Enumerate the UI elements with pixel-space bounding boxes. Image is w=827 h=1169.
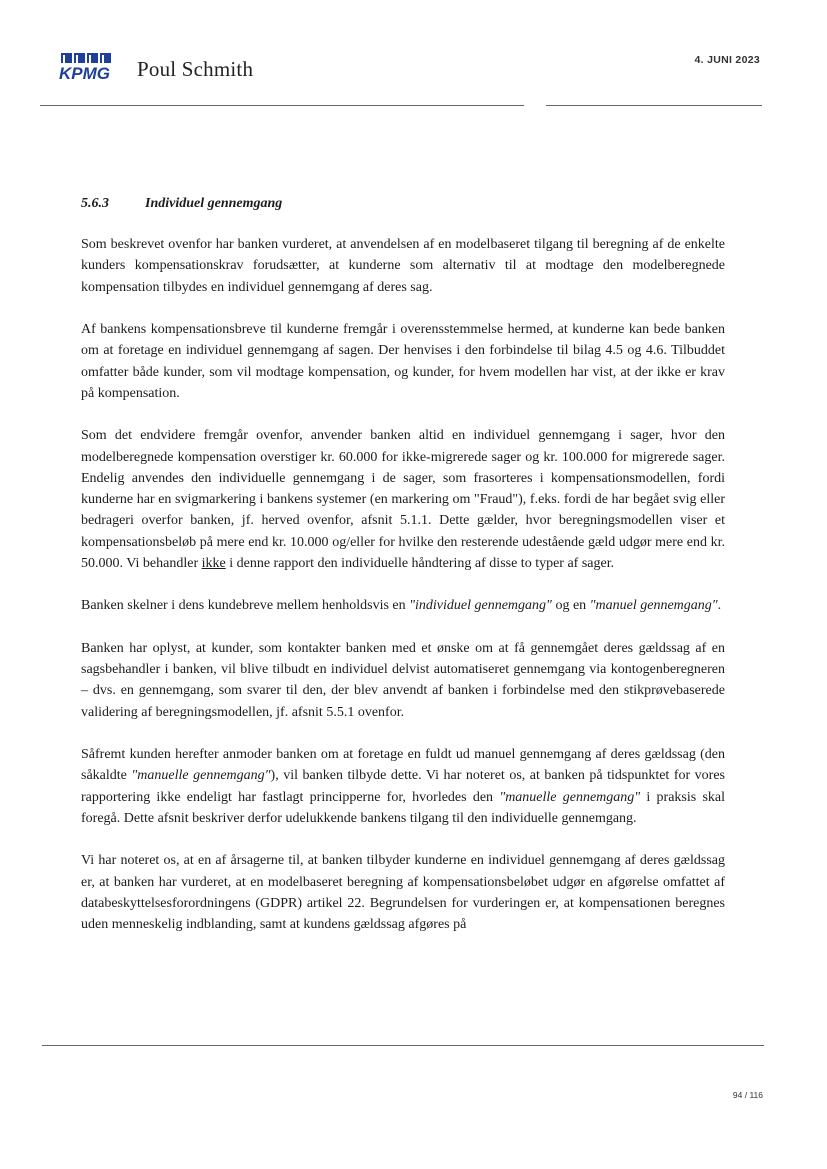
section-heading [81,196,282,212]
term-manuelle-gennemgang: "manuelle gennemgang" [131,768,271,784]
section-number: 5.6.3 [81,196,109,211]
header-rule-left [40,105,524,106]
paragraph-6 [81,744,725,829]
term-manuelle-gennemgang-2: "manuelle gennemgang" [499,789,641,805]
report-date: 4. JUNI 2023 [694,54,760,66]
paragraph-4-text-a: Banken skelner i dens kundebreve mellem henholdsvis en [81,598,406,614]
term-manuel-gennemgang: "manuel gennemgang" [589,598,718,614]
paragraph-3 [81,425,725,574]
paragraph-5: Banken har oplyst, at kunder, som kontakter banken med et ønske om at få gennemgået deres gældssag af en sagsbehandler i banken, vil blive tilbudt en individuel delvist automatiseret gennemgang via kontogenberegneren – dvs. en gennemgang, som svarer til den, der blev anvendt af banken i forbindelse med den stikprøvebaserede validering af beregningsmodellen, jf. afsnit 5.5.1 ovenfor. [81,640,725,720]
kpmg-logo [58,52,120,82]
paragraph-4 [81,595,725,616]
paragraph-4-text-b: og en [555,598,587,614]
paragraph-3-text-b: i denne rapport den individuelle håndtering af disse to typer af sager. [229,555,615,571]
firm-name: Poul Schmith [137,57,254,81]
page-number: 94 / 116 [732,1090,763,1100]
section-title: Individuel gennemgang [145,196,283,211]
header-rule-right [546,105,762,106]
paragraph-7: Vi har noteret os, at en af årsagerne til, at banken tilbyder kunderne en individuel gennemgang af deres gældssag er, at banken har vurderet, at en modelbaseret beregning af kompensationsbeløbet udgør en afgørelse omfattet af databeskyttelsesforordningens (GDPR) artikel 22. Begrundelsen for vurderingen er, at kompensationen beregnes uden menneskelig indblanding, samt at kundens gældssag afgøres på [81,853,725,932]
paragraph-2: Af bankens kompensationsbreve til kunderne fremgår i overensstemmelse hermed, at kunderne kan bede banken om at foretage en individuel gennemgang af sagen. Der henvises i den forbindelse til bilag 4.5 og 4.6. Tilbuddet omfatter både kunder, som vil modtage kompensation, og kunder, for hvem modellen har vist, at der ikke er krav på kompensation. [81,322,725,401]
body-text [81,234,725,935]
underlined-word: ikke [201,555,226,571]
paragraph-1: Som beskrevet ovenfor har banken vurderet, at anvendelsen af en modelbaseret tilgang til beregning af de enkelte kunders kompensationskrav forudsætter, at kunderne som alternativ til at modtage den modelberegnede kompensation tilbydes en individuel gennemgang af deres sag. [81,237,725,295]
paragraph-3-text-a: Som det endvidere fremgår ovenfor, anvender banken altid en individuel gennemgang i sager, hvor den modelberegnede kompensation overstiger kr. 60.000 for ikke-migrerede sager og kr. 100.000 for migrerede sager. Endelig anvendes den individuelle gennemgang i de sager, som frasorteres i kompensationsmodellen, fordi kunderne har en svigmarkering i bankens systemer (en markering om "Fraud"), f.eks. fordi de har begået svig eller bedrageri overfor banken, jf. herved ovenfor, afsnit 5.1.1. Dette gælder, hvor beregningsmodellen viser et kompensationsbeløb på mere end kr. 10.000 og/eller for hvilke den resterende udestående gæld udgør mere end kr. 50.000. Vi behandler [81,428,725,571]
paragraph-6-text-a: Såfremt kunden herefter anmoder banken om at foretage en fuldt ud manuel gennemgang af deres gældssag (den såkaldte [81,747,725,784]
term-individuel-gennemgang: "individuel gennemgang" [409,598,552,614]
paragraph-6-text-c: i praksis skal foregå. Dette afsnit beskriver derfor udelukkende bankens tilgang til den individuelle gennemgang. [81,789,726,826]
footer-rule [42,1045,764,1046]
paragraph-6-text-b: ), vil banken tilbyde dette. Vi har noteret os, at banken på tidspunktet for vores rapportering ikke endeligt har fastlagt principperne for, hvorledes den [81,768,725,805]
kpmg-logo-text: KPMG [59,64,110,82]
paragraph-4-text-c: . [717,598,722,614]
